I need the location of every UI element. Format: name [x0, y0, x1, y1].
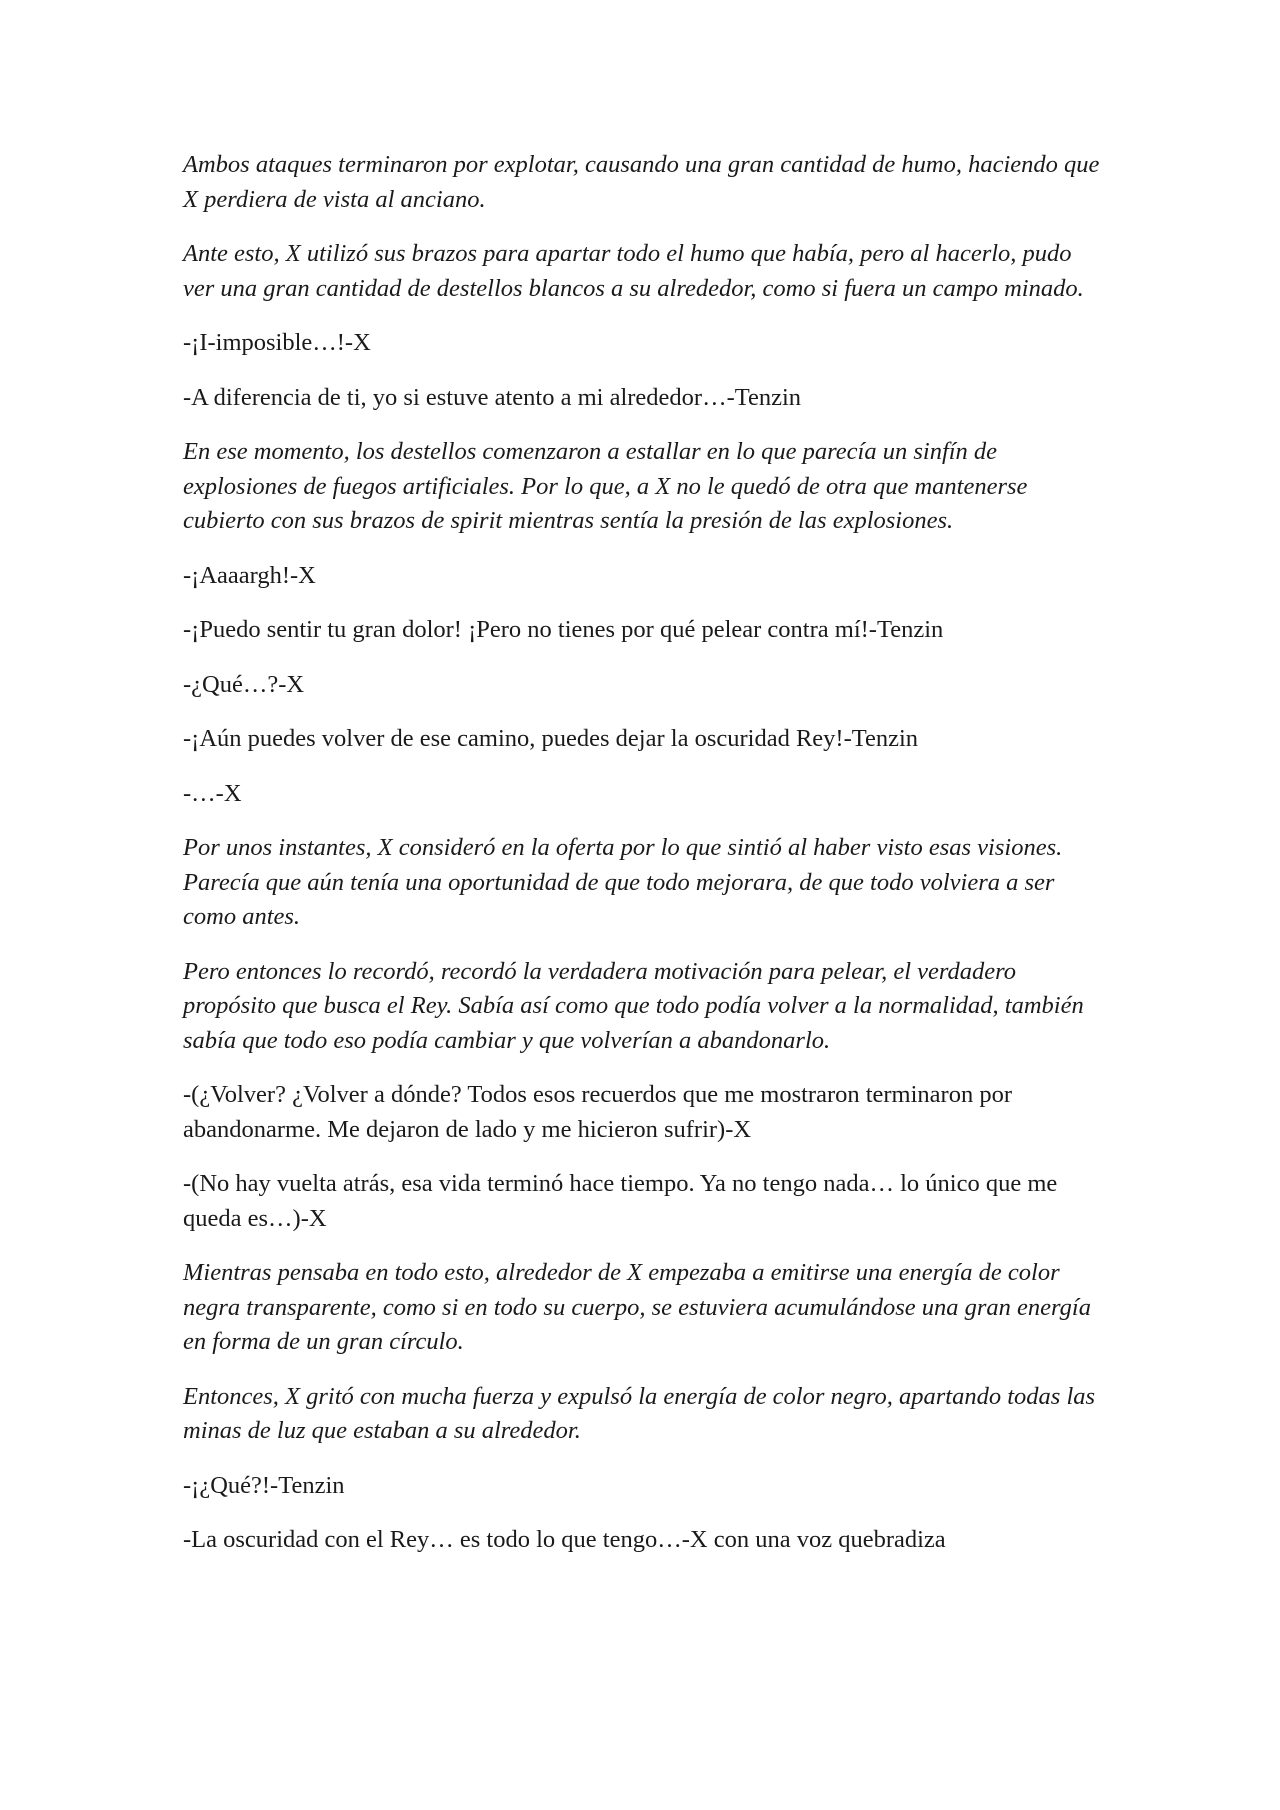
dialogue-line: -¡Puedo sentir tu gran dolor! ¡Pero no tienes por qué pelear contra mí!-Tenzin [183, 616, 944, 643]
narration-paragraph: Ambos ataques terminaron por explotar, causando una gran cantidad de humo, haciendo que X perdiera de vista al anciano. [183, 151, 1100, 213]
dialogue-line: -¡¿Qué?!-Tenzin [183, 1471, 345, 1499]
dialogue-line: -A diferencia de ti, yo si estuve atento a mi alrededor…-Tenzin [183, 383, 802, 411]
narration-paragraph: Mientras pensaba en todo esto, alrededor de X empezaba a emitirse una energía de color negra transparente, como si en todo su cuerpo, se estuviera acumulándose una gran energía en forma de un gran círculo. [183, 1259, 1091, 1355]
dialogue-line: -(¿Volver? ¿Volver a dónde? Todos esos recuerdos que me mostraron terminaron por abandonarme. Me dejaron de lado y me hicieron sufrir)-X [183, 1081, 1012, 1143]
narration-paragraph: Pero entonces lo recordó, recordó la verdadera motivación para pelear, el verdadero propósito que busca el Rey. Sabía así como que todo podía volver a la normalidad, también sabía que todo eso podía cambiar y que volverían a abandonarlo. [183, 957, 1084, 1054]
dialogue-line: -…-X [183, 779, 242, 807]
dialogue-line: -(No hay vuelta atrás, esa vida terminó hace tiempo. Ya no tengo nada… lo único que me queda es…)-X [183, 1170, 1058, 1232]
dialogue-line: -¿Qué…?-X [183, 670, 305, 698]
dialogue-line: -¡Aaaargh!-X [183, 561, 316, 589]
narration-paragraph: Por unos instantes, X consideró en la oferta por lo que sintió al haber visto esas visiones. Parecía que aún tenía una oportunidad de que todo mejorara, de que todo volviera a ser como antes. [183, 834, 1063, 930]
narration-paragraph: Ante esto, X utilizó sus brazos para apartar todo el humo que había, pero al hacerlo, pudo ver una gran cantidad de destellos blancos a su alrededor, como si fuera un campo minado. [183, 240, 1084, 302]
dialogue-line: -¡I-imposible…!-X [183, 329, 371, 356]
narration-paragraph: En ese momento, los destellos comenzaron a estallar en lo que parecía un sinfín de explosiones de fuegos artificiales. Por lo que, a X no le quedó de otra que mantenerse cubierto con sus brazos de spirit mientras sentía la presión de las explosiones. [183, 438, 1028, 534]
dialogue-line: -¡Aún puedes volver de ese camino, puedes dejar la oscuridad Rey!-Tenzin [183, 725, 919, 752]
dialogue-line: -La oscuridad con el Rey… es todo lo que tengo…-X con una voz quebradiza [183, 1526, 946, 1553]
document-body [183, 148, 1103, 1578]
narration-paragraph: Entonces, X gritó con mucha fuerza y expulsó la energía de color negro, apartando todas las minas de luz que estaban a su alrededor. [183, 1382, 1096, 1444]
